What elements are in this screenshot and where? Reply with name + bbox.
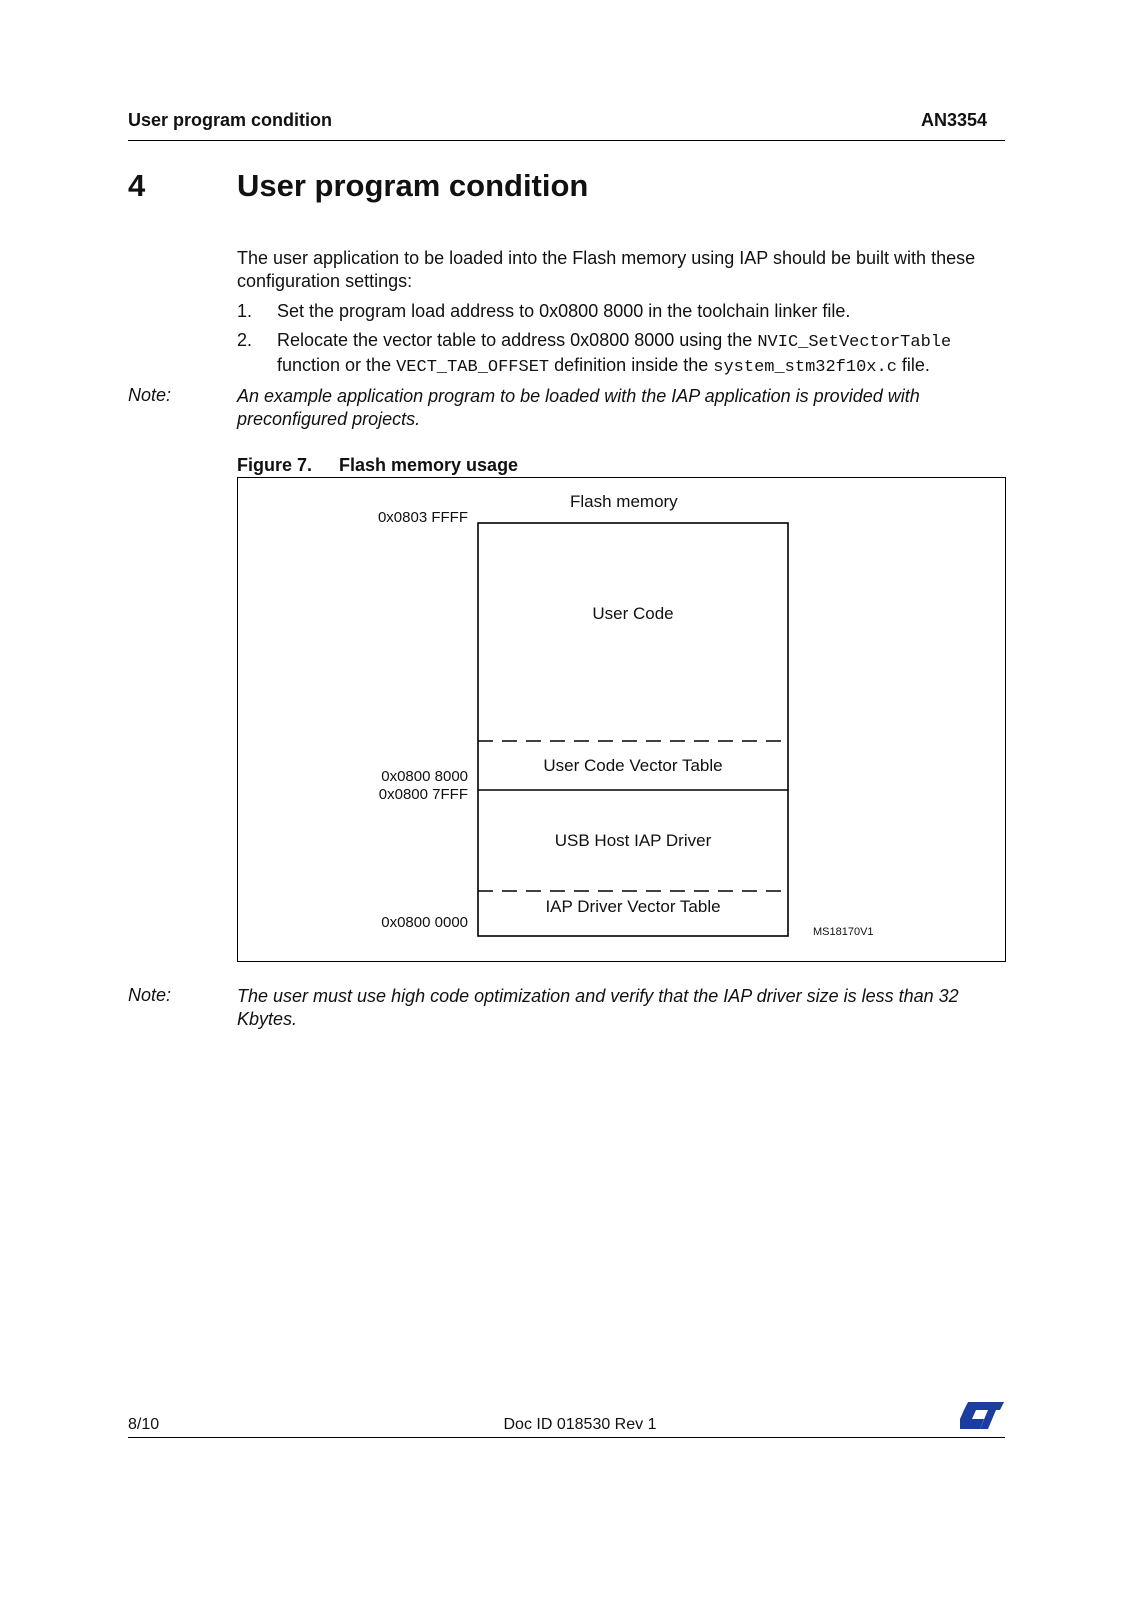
section-title: User program condition: [237, 168, 589, 203]
block-iap-vector-table: IAP Driver Vector Table: [545, 897, 721, 916]
address-top: 0x0803 FFFF: [377, 509, 468, 526]
block-user-vector-table: User Code Vector Table: [543, 756, 723, 775]
intro-paragraph: The user application to be loaded into the Flash memory using IAP should be built with these configuration settings:: [237, 248, 976, 291]
list-item-1-number: 1.: [237, 301, 253, 321]
list-item-2-text-d: file.: [901, 355, 930, 375]
list-item-1-text: Set the program load address to 0x0800 8000 in the toolchain linker file.: [277, 301, 851, 321]
figure-caption-number: Figure 7.: [237, 455, 313, 475]
document-id: Doc ID 018530 Rev 1: [503, 1416, 657, 1433]
running-header-title: User program condition: [128, 110, 333, 130]
memory-column: [478, 523, 788, 936]
list-item-2-text-a: Relocate the vector table to address 0x0800 8000 using the: [277, 330, 753, 350]
figure-id: MS18170V1: [813, 926, 874, 938]
list-item-2-text-b: function or the: [277, 355, 392, 375]
address-user-start: 0x0800 8000: [381, 768, 468, 785]
address-driver-end: 0x0800 7FFF: [378, 786, 468, 803]
code-system-file: system_stm32f10x.c: [713, 358, 897, 377]
st-logo: [960, 1401, 1004, 1431]
footer-rule: [128, 1437, 1005, 1438]
header-rule: [128, 140, 1005, 141]
note-1-label: Note:: [128, 385, 172, 405]
st-logo-icon: [960, 1401, 1004, 1431]
figure-caption-title: Flash memory usage: [339, 455, 519, 475]
address-base: 0x0800 0000: [381, 914, 468, 931]
figure-caption: [237, 455, 518, 476]
list-item-2-text-c: definition inside the: [554, 355, 709, 375]
code-nvic-setvectortable: NVIC_SetVectorTable: [757, 333, 952, 352]
list-item-2-number: 2.: [237, 330, 253, 350]
flash-memory-diagram: [238, 478, 1005, 961]
page-number: 8/10: [128, 1416, 160, 1433]
diagram-title: Flash memory: [570, 492, 678, 511]
note-2-text: The user must use high code optimization and verify that the IAP driver size is less than 32 Kbytes.: [237, 986, 959, 1029]
block-user-code: User Code: [592, 604, 674, 623]
flash-memory-figure: [237, 477, 1006, 962]
running-header-doc: AN3354: [920, 110, 987, 130]
list-item-2-text: [277, 329, 1017, 379]
block-usb-host-iap-driver: USB Host IAP Driver: [554, 831, 712, 850]
code-vect-tab-offset: VECT_TAB_OFFSET: [396, 358, 550, 377]
section-number: 4: [128, 168, 146, 203]
note-1-text: An example application program to be loaded with the IAP application is provided with preconfigured projects.: [237, 386, 920, 429]
note-2-label: Note:: [128, 985, 172, 1005]
